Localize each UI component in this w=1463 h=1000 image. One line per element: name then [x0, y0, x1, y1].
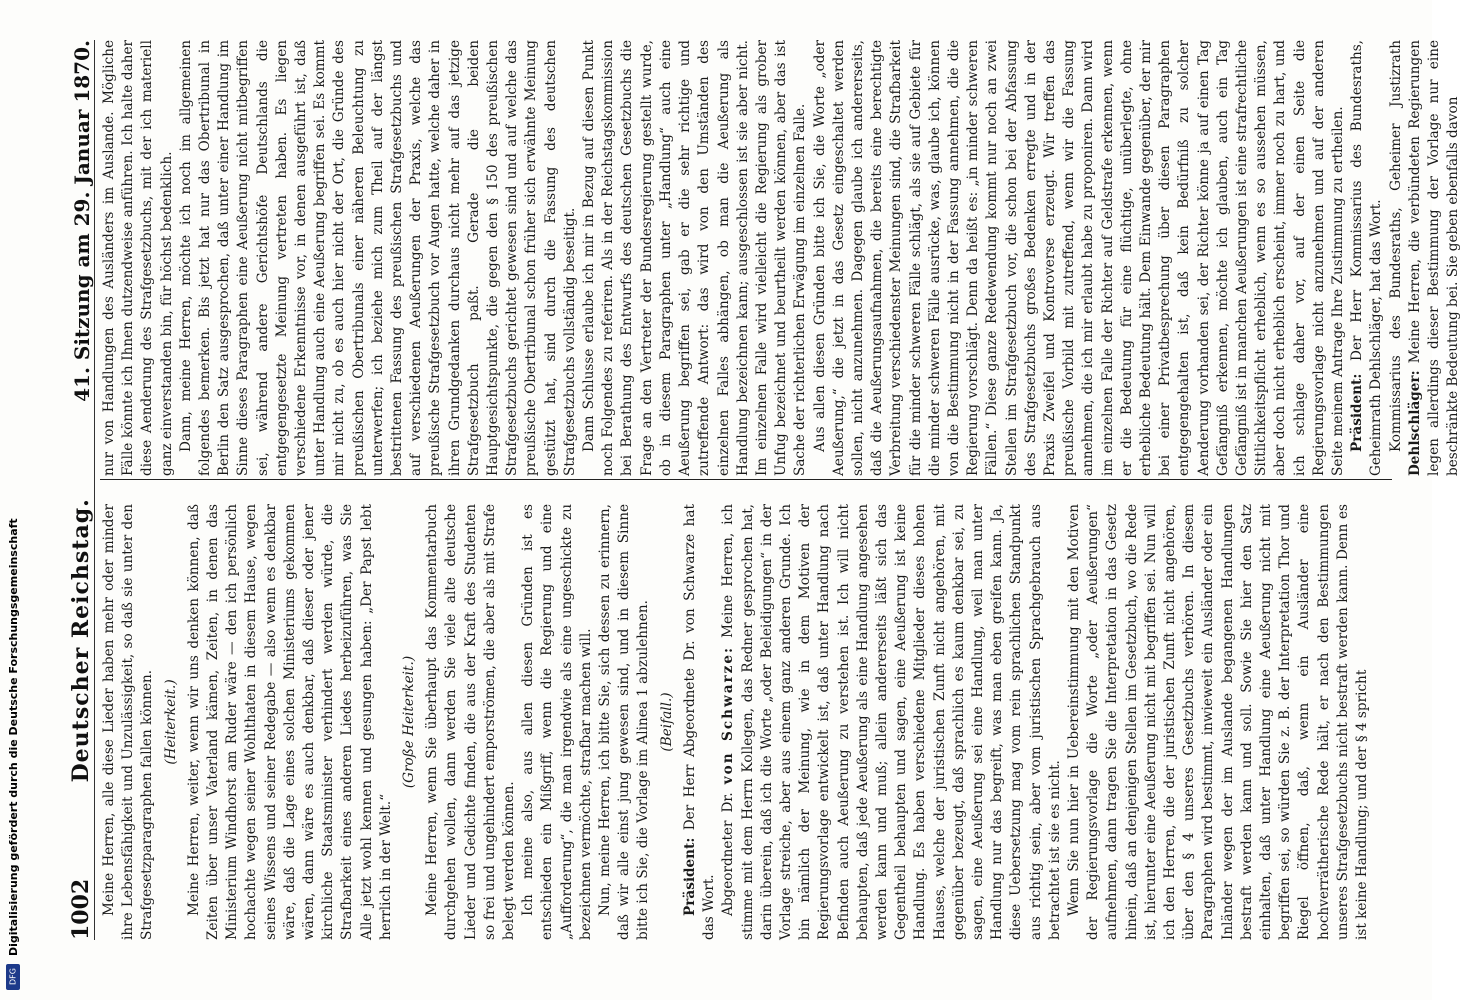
president-remark — [681, 504, 719, 940]
speech-intro — [719, 504, 1065, 940]
reaction-note: (Beifall.) — [658, 692, 675, 752]
speaker-title: Kommissarius des Bundesraths, Geheimer Justizrath — [1387, 40, 1404, 452]
paragraph: Meine Herren, weiter, wenn wir uns denken können, daß Zeiten über unser Vaterland kämen, Zeiten, in denen das Ministerium Windhorst am Ruder wäre — den ich persönlich hochachte wegen seiner Wohlthaten in diesem Hause, wegen seines Wissens und seiner Redegabe — also wenn es denkbar wäre, daß die Lage eines solchen Ministeriums gekommen wären, dann wäre es auch denkbar, daß dieser oder jener kirchliche Staatsminister verhindert werden würde, die Strafbarkeit eines anderen Liedes herbeizuführen, was Sie Alle jetzt wohl kennen und gesungen haben: „Der Papst lebt herrlich in der Welt.“ — [185, 504, 394, 940]
paragraph: Wenn Sie nun hier in Uebereinstimmung mit den Motiven der Regierungsvorlage die Worte „oder Aeußerungen“ aufnehmen, dann tragen Sie die Interpretation in das Gesetz hinein, daß an denjenigen Stellen im Gesetzbuch, wo die Rede ist, hierunter eine Aeußerung nicht mit begriffen sei. Nun will ich den Herren, die der juristischen Zunft nicht angehören, über den § 4 unseres Gesetzbuchs verhören. In diesem Paragraphen wird bestimmt, inwieweit ein Ausländer oder ein Inländer wegen der im Auslande begangenen Handlungen bestraft werden kann und soll. Sowie Sie hier den Satz einhalten, daß unter Handlung eine Aeußerung nicht mit begriffen sei, so würden Sie z. B. der Interpretation Thor und Riegel öffnen, daß, wenn ein Ausländer eine hochverrätherische Rede hält, er nach den Bestimmungen unseres Strafgesetzbuchs nicht bestraft werden kann. Denn es ist keine Handlung; und der § 4 spricht — [1065, 504, 1370, 940]
speaker-title: Abgeordneter Dr. — [720, 792, 737, 916]
session-date: 41. Sitzung am 29. Januar 1870. — [70, 40, 94, 402]
text-columns — [100, 40, 1462, 940]
speaker-name: von Schwarze: — [720, 645, 737, 785]
reaction-note: (Große Heiterkeit.) — [401, 655, 418, 789]
digitization-footer — [4, 6, 20, 996]
remark-text: Der Herr Kommissarius des Bundesraths, Geheimrath Dehlschläger, hat das Wort. — [1349, 40, 1385, 476]
paragraph: Meine Herren, alle diese Lieder haben mehr oder minder ihre Lebensfähigkeit und Unzulässigkeit, so daß sie unter den Strafgesetzparagraphen fallen können. — [101, 504, 156, 940]
speaker-label: Präsident: — [1349, 373, 1366, 452]
paragraph: Nun, meine Herren, ich bitte Sie, sich dessen zu erinnern, daß wir alle einst jung gewesen sind, und in diesem Sinne bitte ich Sie, die Vorlage im Alinea 1 abzulehnen. — [597, 504, 652, 940]
president-remark — [1348, 40, 1386, 476]
speaker-label: Präsident: — [681, 837, 698, 916]
dfg-logo-icon: DFG — [6, 964, 20, 990]
paragraph: Meine Herren, wenn Sie überhaupt das Kommentarbuch durchgehen wollen, dann werden Sie viele alte deutsche Lieder und Gedichte finden, die aus der Kraft des Studenten so frei und ungehindert emporströmen, die aber als mit Strafe belegt werden können. — [424, 504, 518, 940]
publication-title: Deutscher Reichstag. — [68, 498, 94, 783]
paragraph: Dann Schlusse erlaube ich mir in Bezug auf diesen Punkt noch Folgendes zu referiren. Als in der Reichstagskommission bei Berathung des Entwurfs des deutschen Gesetzbuchs die Frage an den Vertreter der Bundesregierung gestellt wurde, ob in diesem Paragraphen unter „Handlung“ auch eine Aeußerung begriffen sei, gab er die sehr richtige und zutreffende Antwort: das wird von den Umständen des einzelnen Falles abhängen, ob man die Aeußerung als Handlung bezeichnen kann; ausgeschlossen ist sie aber nicht. Im einzelnen Falle wird vielleicht die Regierung als grober Unfug bezeichnet und beurtheilt werden können, aber das ist Sache der richterlichen Erwägung im einzelnen Falle. — [581, 40, 809, 476]
remark-text: Der Herr Abgeordnete Dr. von Schwarze hat das Wort. — [681, 504, 718, 940]
reaction-note: (Heiterkeit.) — [162, 679, 179, 765]
left-column — [100, 504, 1382, 940]
paragraph: Meine Herren, die verbündeten Regierungen legen allerdings dieser Bestimmung der Vorlage nur eine beschränkte Bedeutung bei. Sie geben ebenfalls davon — [1406, 40, 1462, 476]
speaker-name: Dehlschläger: — [1406, 370, 1423, 476]
paragraph: Aus allen diesen Gründen bitte ich Sie, die Worte „oder Aeußerung,“ die jetzt in das Gesetz eingeschaltet werden sollen, nicht anzunehmen. Dagegen glaube ich andererseits, daß die Aeußerungsaufnahmen, die bereits eine berechtigte Verbreitung verschiedenster Meinungen sind, die Strafbarkeit für die minder schweren Fälle schlägt, als sie auf Gebiete für die minder schweren Fälle ausrücke, was, glaube ich, können von die Bestimmung nicht in der Fassung annehmen, die die Regierung vorschlägt. Denn da heißt es: „in minder schweren Fällen.“ Diese ganze Redewendung kommt nur noch an zwei Stellen im Strafgesetzbuch vor, die schon bei der Abfassung des Strafgesetzbuchs großes Bedenken erregte und in der Praxis Zweifel und Kontroverse erzeugt. Wir treffen das preußische Vorbild mit zutreffend, wenn wir die Fassung annehmen, die ich mir erlaubt habe zu proponiren. Dann wird im einzelnen Falle der Richter auf Geldstrafe erkennen, wenn er die Bedeutung für eine flüchtige, unüberlegte, ohne erhebliche Bedeutung hält. Dem Einwande gegenüber, der mir bei einer Privatbesprechung über diesen Paragraphen entgegengehalten ist, daß kein Bedürfniß zu solcher Aenderung vorhanden sei, der Richter könne ja auf einen Tag Gefängniß erkennen, möchte ich glauben, auch ein Tag Gefängniß ist in manchen Aeußerungen ist eine strafrechtliche Sittlichkeitspflicht erheblich, wenn es so aussehen müssen, aber doch nicht erheblich erscheint, immer noch zu hart, und ich schlage daher vor, auf der einen Seite die Regierungsvorlage nicht anzunehmen und auf der anderen Seite meinem Antrage Ihre Zustimmung zu ertheilen. — [811, 40, 1346, 476]
right-column — [100, 40, 1462, 476]
paragraph: nur von Handlungen des Ausländers im Auslande. Mögliche Fälle könnte ich Ihnen dutzendweise anführen. Ich halte daher diese Aenderung des Strafgesetzbuchs, mit der ich materiell ganz einverstanden bin, für höchst bedenklich. — [101, 40, 175, 476]
page-number: 1002 — [68, 878, 94, 940]
speech-intro — [1387, 40, 1463, 476]
paragraph: Meine Herren, ich stimme mit dem Herrn Kollegen, das Redner gesprochen hat, darin überein, daß ich die Worte „oder Beleidigungen“ in der Vorlage streiche, aber aus einem ganz anderen Grunde. Ich bin nämlich der Meinung, wie in dem Motiven der Regierungsvorlage entwickelt ist, daß unter Handlung nach Befinden auch Aeußerung zu verstehen ist. Ich will nicht behaupten, daß jede Aeußerung als eine Handlung angesehen werden kann und muß; allein andererseits läßt sich das Gegentheil behaupten und sagen, eine Aeußerung ist keine Handlung. Es haben verschiedene Mitglieder dieses hohen Hauses, welche der juristischen Zunft nicht angehören, mit gegenüber bezeugt, daß sprachlich es kaum denkbar sei, zu sagen, eine Aeußerung sei eine Handlung, weil man unter Handlung nur das begreift, was man eben greifen kann. Ja, diese Uebersetzung mag vom rein sprachlichen Standpunkt aus richtig sein, aber vom juristischen Sprachgebrauch aus betrachtet ist sie es nicht. — [720, 504, 1063, 940]
digitization-note: Digitalisierung gefördert durch die Deutsche Forschungsgemeinschaft — [7, 518, 20, 956]
page-header — [62, 40, 95, 940]
paragraph: Ich meine also, aus allen diesen Gründen ist es entschieden ein Mißgriff, wenn die Regierung und eine „Aufforderung“, die man irgendwie als eine ungeschickte zu bezeichnen vermöchte, strafbar machen will. — [520, 504, 594, 940]
paragraph: Dann, meine Herren, möchte ich noch im allgemeinen folgendes bemerken. Bis jetzt hat nur das Obertribunal in Berlin den Satz ausgesprochen, daß unter einer Handlung im Sinne dieses Paragraphen eine Aeußerung nicht mitbegriffen sei, während andere Gerichtshöfe Deutschlands die entgegengesetzte Meinung vertreten haben. Es liegen verschiedene Erkenntnisse vor, in denen ausgeführt ist, daß unter Handlung auch eine Aeußerung begriffen sei. Es kommt mir nicht zu, ob es auch hier nicht der Ort, die Gründe des preußischen Obertribunals einer näheren Beleuchtung zu unterwerfen; ich beziehe mich zum Theil auf der längst bestrittenen Fassung des preußischen Strafgesetzbuchs und auf verschiedenen Aeußerungen der Praxis, welche das preußische Strafgesetzbuch vor Augen hatte, welche daher in ihren Grundgedanken durchaus nicht mehr auf das jetzige Strafgesetzbuch paßt. Gerade die beiden Hauptgesichtspunkte, die gegen den § 150 des preußischen Strafgesetzbuchs gerichtet gewesen sind und auf welche das preußische Obertribunal schon früher sich erwähnte Meinung gestützt hat, sind durch die Fassung des deutschen Strafgesetzbuchs vollständig beseitigt. — [177, 40, 578, 476]
